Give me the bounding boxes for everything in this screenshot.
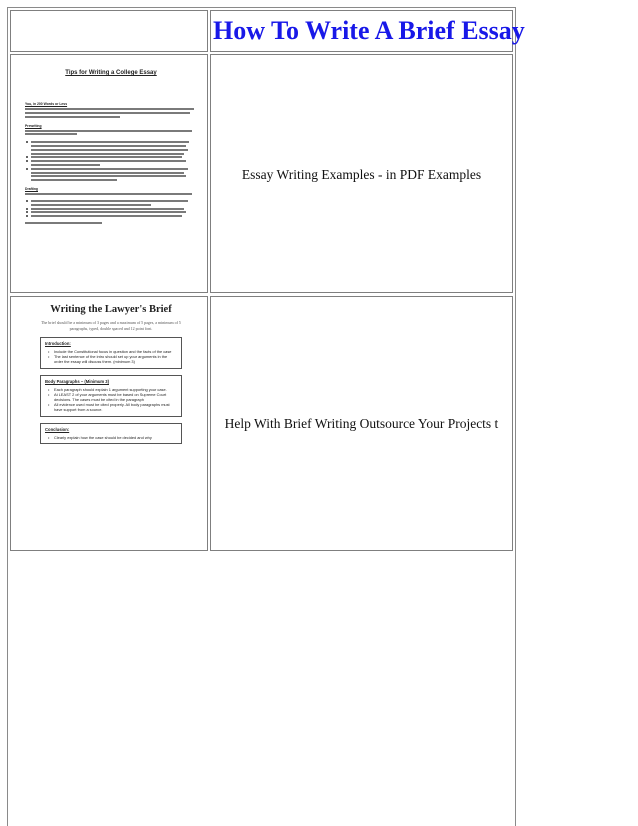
box-heading: Conclusion:	[45, 426, 70, 432]
box-heading: Body Paragraphs – (Minimum 3)	[45, 378, 109, 384]
page-title: How To Write A Brief Essay	[213, 16, 525, 45]
thumbnail-heading: Prewriting	[25, 123, 42, 128]
thumbnail-heading: Drafting	[25, 187, 38, 192]
conclusion-box	[40, 423, 182, 444]
thumbnail-subtitle: The brief should be a minimum of 3 pages and a maximum of 5 pages, a minimum of 5 paragraphs, typed, double spaced and 12 point font.	[41, 320, 181, 331]
header-spacer-cell	[10, 10, 208, 52]
box-item: • At LEAST 2 of your arguments must be based on Supreme Court decisions. The cases must be cited in the paragraph	[45, 392, 177, 402]
box-item: • The last sentence of the intro should set up your arguments in the order the essay will discuss them. (minimum 3)	[45, 354, 177, 364]
box-item: • Include the Constitutional focus in question and the facts of the case	[45, 349, 177, 354]
image-caption[interactable]: Essay Writing Examples - in PDF Examples	[241, 167, 482, 182]
gallery-image-cell-1[interactable]	[10, 54, 208, 293]
lawyers-brief-thumbnail[interactable]	[26, 304, 196, 450]
gallery-caption-cell-1	[210, 54, 513, 293]
box-item: • Clearly explain how the case should be decided and why	[45, 435, 177, 440]
gallery-caption-cell-2	[210, 296, 513, 551]
box-heading: Introduction:	[45, 341, 71, 346]
introduction-box	[40, 337, 182, 369]
box-item: • All evidence used must be cited properly. All body paragraphs must have support from a source.	[45, 402, 177, 412]
thumbnail-title: Tips for Writing a College Essay	[65, 70, 157, 76]
body-paragraphs-box	[40, 375, 182, 417]
thumbnail-title: Writing the Lawyer's Brief	[50, 304, 172, 315]
box-item: • Each paragraph should explain 1 argument supporting your case.	[45, 387, 177, 392]
image-caption[interactable]: Help With Brief Writing Outsource Your Projects t	[224, 416, 499, 431]
essay-tips-thumbnail[interactable]	[25, 70, 197, 226]
thumbnail-heading: You, in 200 Words or Less	[25, 102, 68, 106]
gallery-image-cell-2[interactable]	[10, 296, 208, 551]
header-cell	[210, 10, 525, 52]
